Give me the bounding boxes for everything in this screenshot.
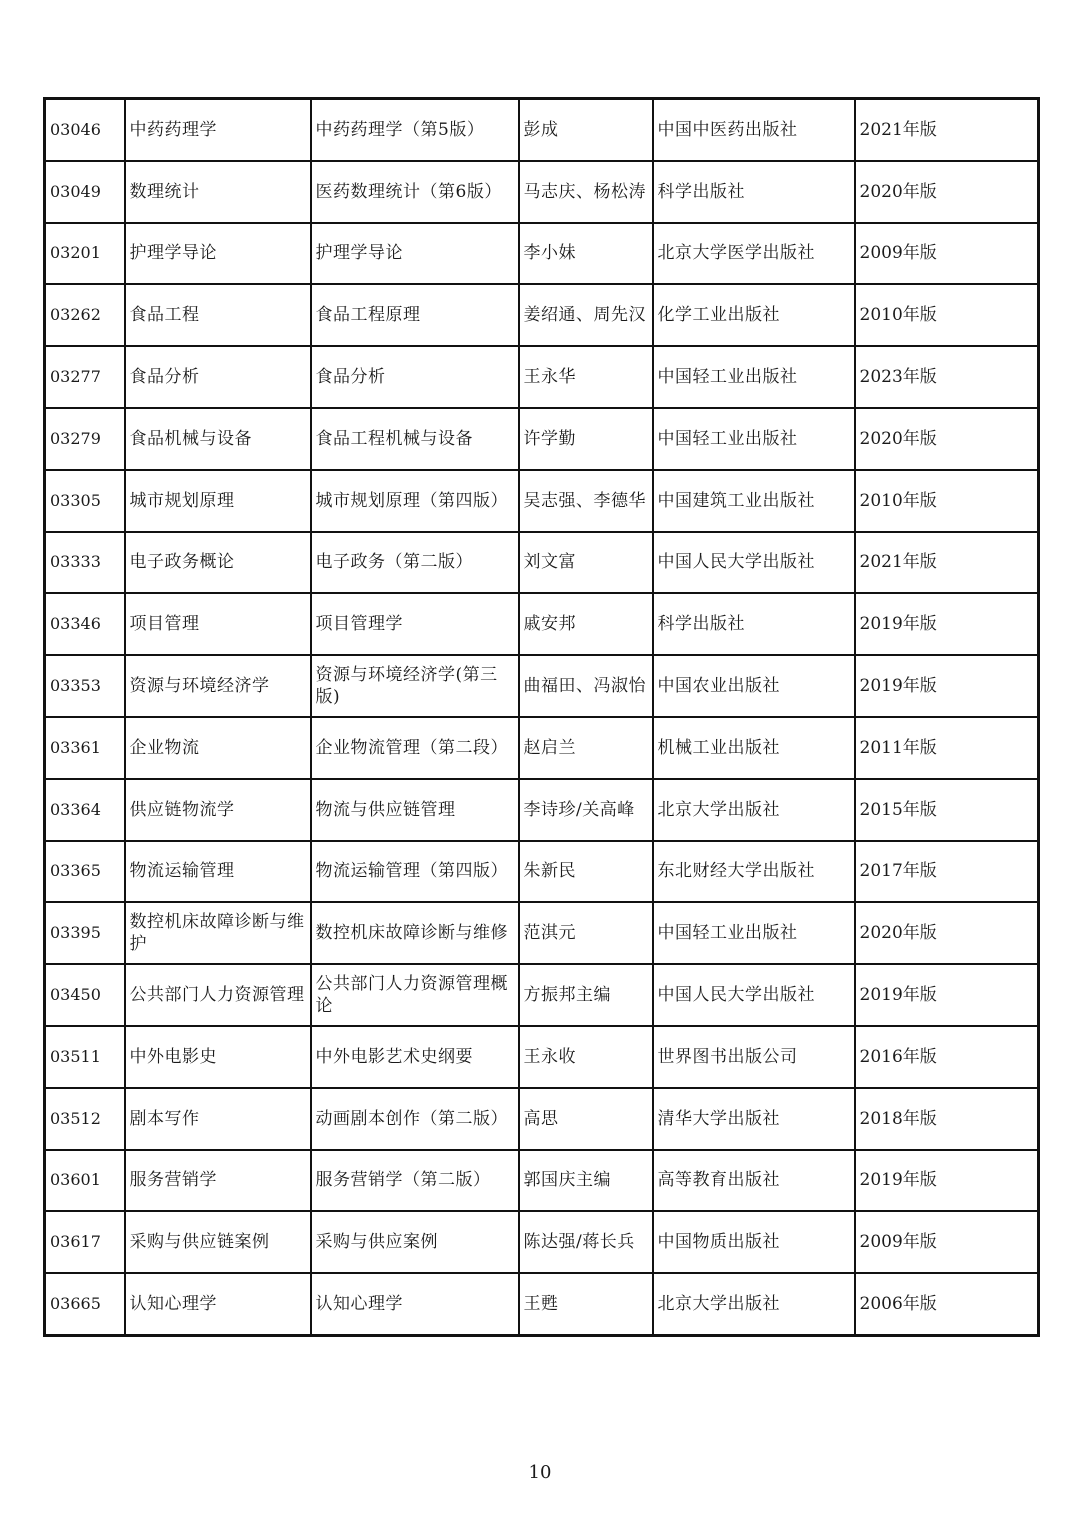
author-cell: 刘文富 <box>519 532 653 594</box>
textbook-title-cell: 食品分析 <box>311 346 519 408</box>
author-cell: 许学勤 <box>519 408 653 470</box>
textbook-title-cell: 资源与环境经济学(第三版) <box>311 655 519 717</box>
course-code-cell: 03617 <box>45 1211 125 1273</box>
course-code-cell: 03201 <box>45 223 125 285</box>
textbook-title-cell: 动画剧本创作（第二版） <box>311 1088 519 1150</box>
course-name-cell: 中外电影史 <box>125 1026 311 1088</box>
textbook-title-cell: 服务营销学（第二版） <box>311 1150 519 1212</box>
publisher-cell: 机械工业出版社 <box>653 717 855 779</box>
course-name-cell: 项目管理 <box>125 593 311 655</box>
edition-cell: 2018年版 <box>855 1088 1039 1150</box>
course-name-cell: 食品机械与设备 <box>125 408 311 470</box>
course-name-cell: 物流运输管理 <box>125 841 311 903</box>
author-cell: 方振邦主编 <box>519 964 653 1026</box>
edition-cell: 2016年版 <box>855 1026 1039 1088</box>
edition-cell: 2011年版 <box>855 717 1039 779</box>
publisher-cell: 清华大学出版社 <box>653 1088 855 1150</box>
author-cell: 彭成 <box>519 99 653 161</box>
course-name-cell: 供应链物流学 <box>125 779 311 841</box>
course-code-cell: 03395 <box>45 902 125 964</box>
course-code-cell: 03262 <box>45 284 125 346</box>
publisher-cell: 中国人民大学出版社 <box>653 532 855 594</box>
author-cell: 曲福田、冯淑怡 <box>519 655 653 717</box>
course-code-cell: 03346 <box>45 593 125 655</box>
table-row <box>45 717 1039 779</box>
table-row <box>45 1088 1039 1150</box>
table-row <box>45 284 1039 346</box>
author-cell: 马志庆、杨松涛 <box>519 161 653 223</box>
author-cell: 王永华 <box>519 346 653 408</box>
course-code-cell: 03512 <box>45 1088 125 1150</box>
course-code-cell: 03450 <box>45 964 125 1026</box>
publisher-cell: 中国中医药出版社 <box>653 99 855 161</box>
table-row <box>45 532 1039 594</box>
table-row <box>45 593 1039 655</box>
author-cell: 戚安邦 <box>519 593 653 655</box>
textbook-title-cell: 城市规划原理（第四版） <box>311 470 519 532</box>
publisher-cell: 化学工业出版社 <box>653 284 855 346</box>
textbook-title-cell: 物流运输管理（第四版） <box>311 841 519 903</box>
author-cell: 王甦 <box>519 1273 653 1335</box>
textbook-title-cell: 项目管理学 <box>311 593 519 655</box>
edition-cell: 2019年版 <box>855 964 1039 1026</box>
course-name-cell: 企业物流 <box>125 717 311 779</box>
textbook-table <box>43 97 1040 1337</box>
author-cell: 李小妹 <box>519 223 653 285</box>
textbook-title-cell: 中外电影艺术史纲要 <box>311 1026 519 1088</box>
edition-cell: 2021年版 <box>855 99 1039 161</box>
course-name-cell: 食品分析 <box>125 346 311 408</box>
course-code-cell: 03511 <box>45 1026 125 1088</box>
edition-cell: 2020年版 <box>855 408 1039 470</box>
course-name-cell: 公共部门人力资源管理 <box>125 964 311 1026</box>
table-row <box>45 1150 1039 1212</box>
course-name-cell: 认知心理学 <box>125 1273 311 1335</box>
edition-cell: 2009年版 <box>855 1211 1039 1273</box>
course-name-cell: 护理学导论 <box>125 223 311 285</box>
course-name-cell: 资源与环境经济学 <box>125 655 311 717</box>
course-code-cell: 03049 <box>45 161 125 223</box>
course-name-cell: 采购与供应链案例 <box>125 1211 311 1273</box>
edition-cell: 2023年版 <box>855 346 1039 408</box>
publisher-cell: 中国建筑工业出版社 <box>653 470 855 532</box>
textbook-title-cell: 护理学导论 <box>311 223 519 285</box>
edition-cell: 2010年版 <box>855 284 1039 346</box>
publisher-cell: 高等教育出版社 <box>653 1150 855 1212</box>
table-row <box>45 408 1039 470</box>
course-code-cell: 03365 <box>45 841 125 903</box>
publisher-cell: 世界图书出版公司 <box>653 1026 855 1088</box>
table-row <box>45 161 1039 223</box>
publisher-cell: 中国农业出版社 <box>653 655 855 717</box>
textbook-title-cell: 食品工程机械与设备 <box>311 408 519 470</box>
textbook-title-cell: 医药数理统计（第6版） <box>311 161 519 223</box>
publisher-cell: 科学出版社 <box>653 593 855 655</box>
edition-cell: 2019年版 <box>855 655 1039 717</box>
edition-cell: 2017年版 <box>855 841 1039 903</box>
course-code-cell: 03333 <box>45 532 125 594</box>
author-cell: 朱新民 <box>519 841 653 903</box>
course-name-cell: 电子政务概论 <box>125 532 311 594</box>
author-cell: 姜绍通、周先汉 <box>519 284 653 346</box>
author-cell: 吴志强、李德华 <box>519 470 653 532</box>
textbook-table-body <box>45 99 1039 1336</box>
publisher-cell: 中国人民大学出版社 <box>653 964 855 1026</box>
table-row <box>45 1273 1039 1335</box>
edition-cell: 2020年版 <box>855 902 1039 964</box>
publisher-cell: 科学出版社 <box>653 161 855 223</box>
course-code-cell: 03361 <box>45 717 125 779</box>
course-name-cell: 城市规划原理 <box>125 470 311 532</box>
course-code-cell: 03305 <box>45 470 125 532</box>
course-code-cell: 03277 <box>45 346 125 408</box>
table-row <box>45 655 1039 717</box>
textbook-title-cell: 数控机床故障诊断与维修 <box>311 902 519 964</box>
author-cell: 郭国庆主编 <box>519 1150 653 1212</box>
textbook-title-cell: 物流与供应链管理 <box>311 779 519 841</box>
author-cell: 范淇元 <box>519 902 653 964</box>
publisher-cell: 东北财经大学出版社 <box>653 841 855 903</box>
table-row <box>45 99 1039 161</box>
publisher-cell: 北京大学医学出版社 <box>653 223 855 285</box>
course-code-cell: 03601 <box>45 1150 125 1212</box>
table-row <box>45 779 1039 841</box>
course-name-cell: 食品工程 <box>125 284 311 346</box>
publisher-cell: 北京大学出版社 <box>653 1273 855 1335</box>
table-row <box>45 1026 1039 1088</box>
course-code-cell: 03665 <box>45 1273 125 1335</box>
edition-cell: 2010年版 <box>855 470 1039 532</box>
publisher-cell: 中国轻工业出版社 <box>653 902 855 964</box>
edition-cell: 2015年版 <box>855 779 1039 841</box>
course-code-cell: 03046 <box>45 99 125 161</box>
textbook-title-cell: 公共部门人力资源管理概论 <box>311 964 519 1026</box>
course-code-cell: 03364 <box>45 779 125 841</box>
course-code-cell: 03353 <box>45 655 125 717</box>
edition-cell: 2009年版 <box>855 223 1039 285</box>
textbook-title-cell: 采购与供应案例 <box>311 1211 519 1273</box>
edition-cell: 2020年版 <box>855 161 1039 223</box>
author-cell: 王永收 <box>519 1026 653 1088</box>
page-number: 10 <box>528 1462 552 1483</box>
author-cell: 李诗珍/关高峰 <box>519 779 653 841</box>
publisher-cell: 北京大学出版社 <box>653 779 855 841</box>
table-row <box>45 346 1039 408</box>
edition-cell: 2021年版 <box>855 532 1039 594</box>
table-row <box>45 902 1039 964</box>
course-name-cell: 服务营销学 <box>125 1150 311 1212</box>
table-row <box>45 470 1039 532</box>
textbook-title-cell: 电子政务（第二版） <box>311 532 519 594</box>
publisher-cell: 中国轻工业出版社 <box>653 346 855 408</box>
table-row <box>45 841 1039 903</box>
textbook-title-cell: 食品工程原理 <box>311 284 519 346</box>
edition-cell: 2019年版 <box>855 593 1039 655</box>
publisher-cell: 中国物质出版社 <box>653 1211 855 1273</box>
table-row <box>45 223 1039 285</box>
edition-cell: 2006年版 <box>855 1273 1039 1335</box>
author-cell: 陈达强/蒋长兵 <box>519 1211 653 1273</box>
table-row <box>45 1211 1039 1273</box>
course-name-cell: 剧本写作 <box>125 1088 311 1150</box>
author-cell: 高思 <box>519 1088 653 1150</box>
course-name-cell: 数控机床故障诊断与维护 <box>125 902 311 964</box>
edition-cell: 2019年版 <box>855 1150 1039 1212</box>
textbook-title-cell: 认知心理学 <box>311 1273 519 1335</box>
textbook-title-cell: 中药药理学（第5版） <box>311 99 519 161</box>
table-row <box>45 964 1039 1026</box>
author-cell: 赵启兰 <box>519 717 653 779</box>
course-name-cell: 数理统计 <box>125 161 311 223</box>
publisher-cell: 中国轻工业出版社 <box>653 408 855 470</box>
course-name-cell: 中药药理学 <box>125 99 311 161</box>
course-code-cell: 03279 <box>45 408 125 470</box>
textbook-title-cell: 企业物流管理（第二段） <box>311 717 519 779</box>
